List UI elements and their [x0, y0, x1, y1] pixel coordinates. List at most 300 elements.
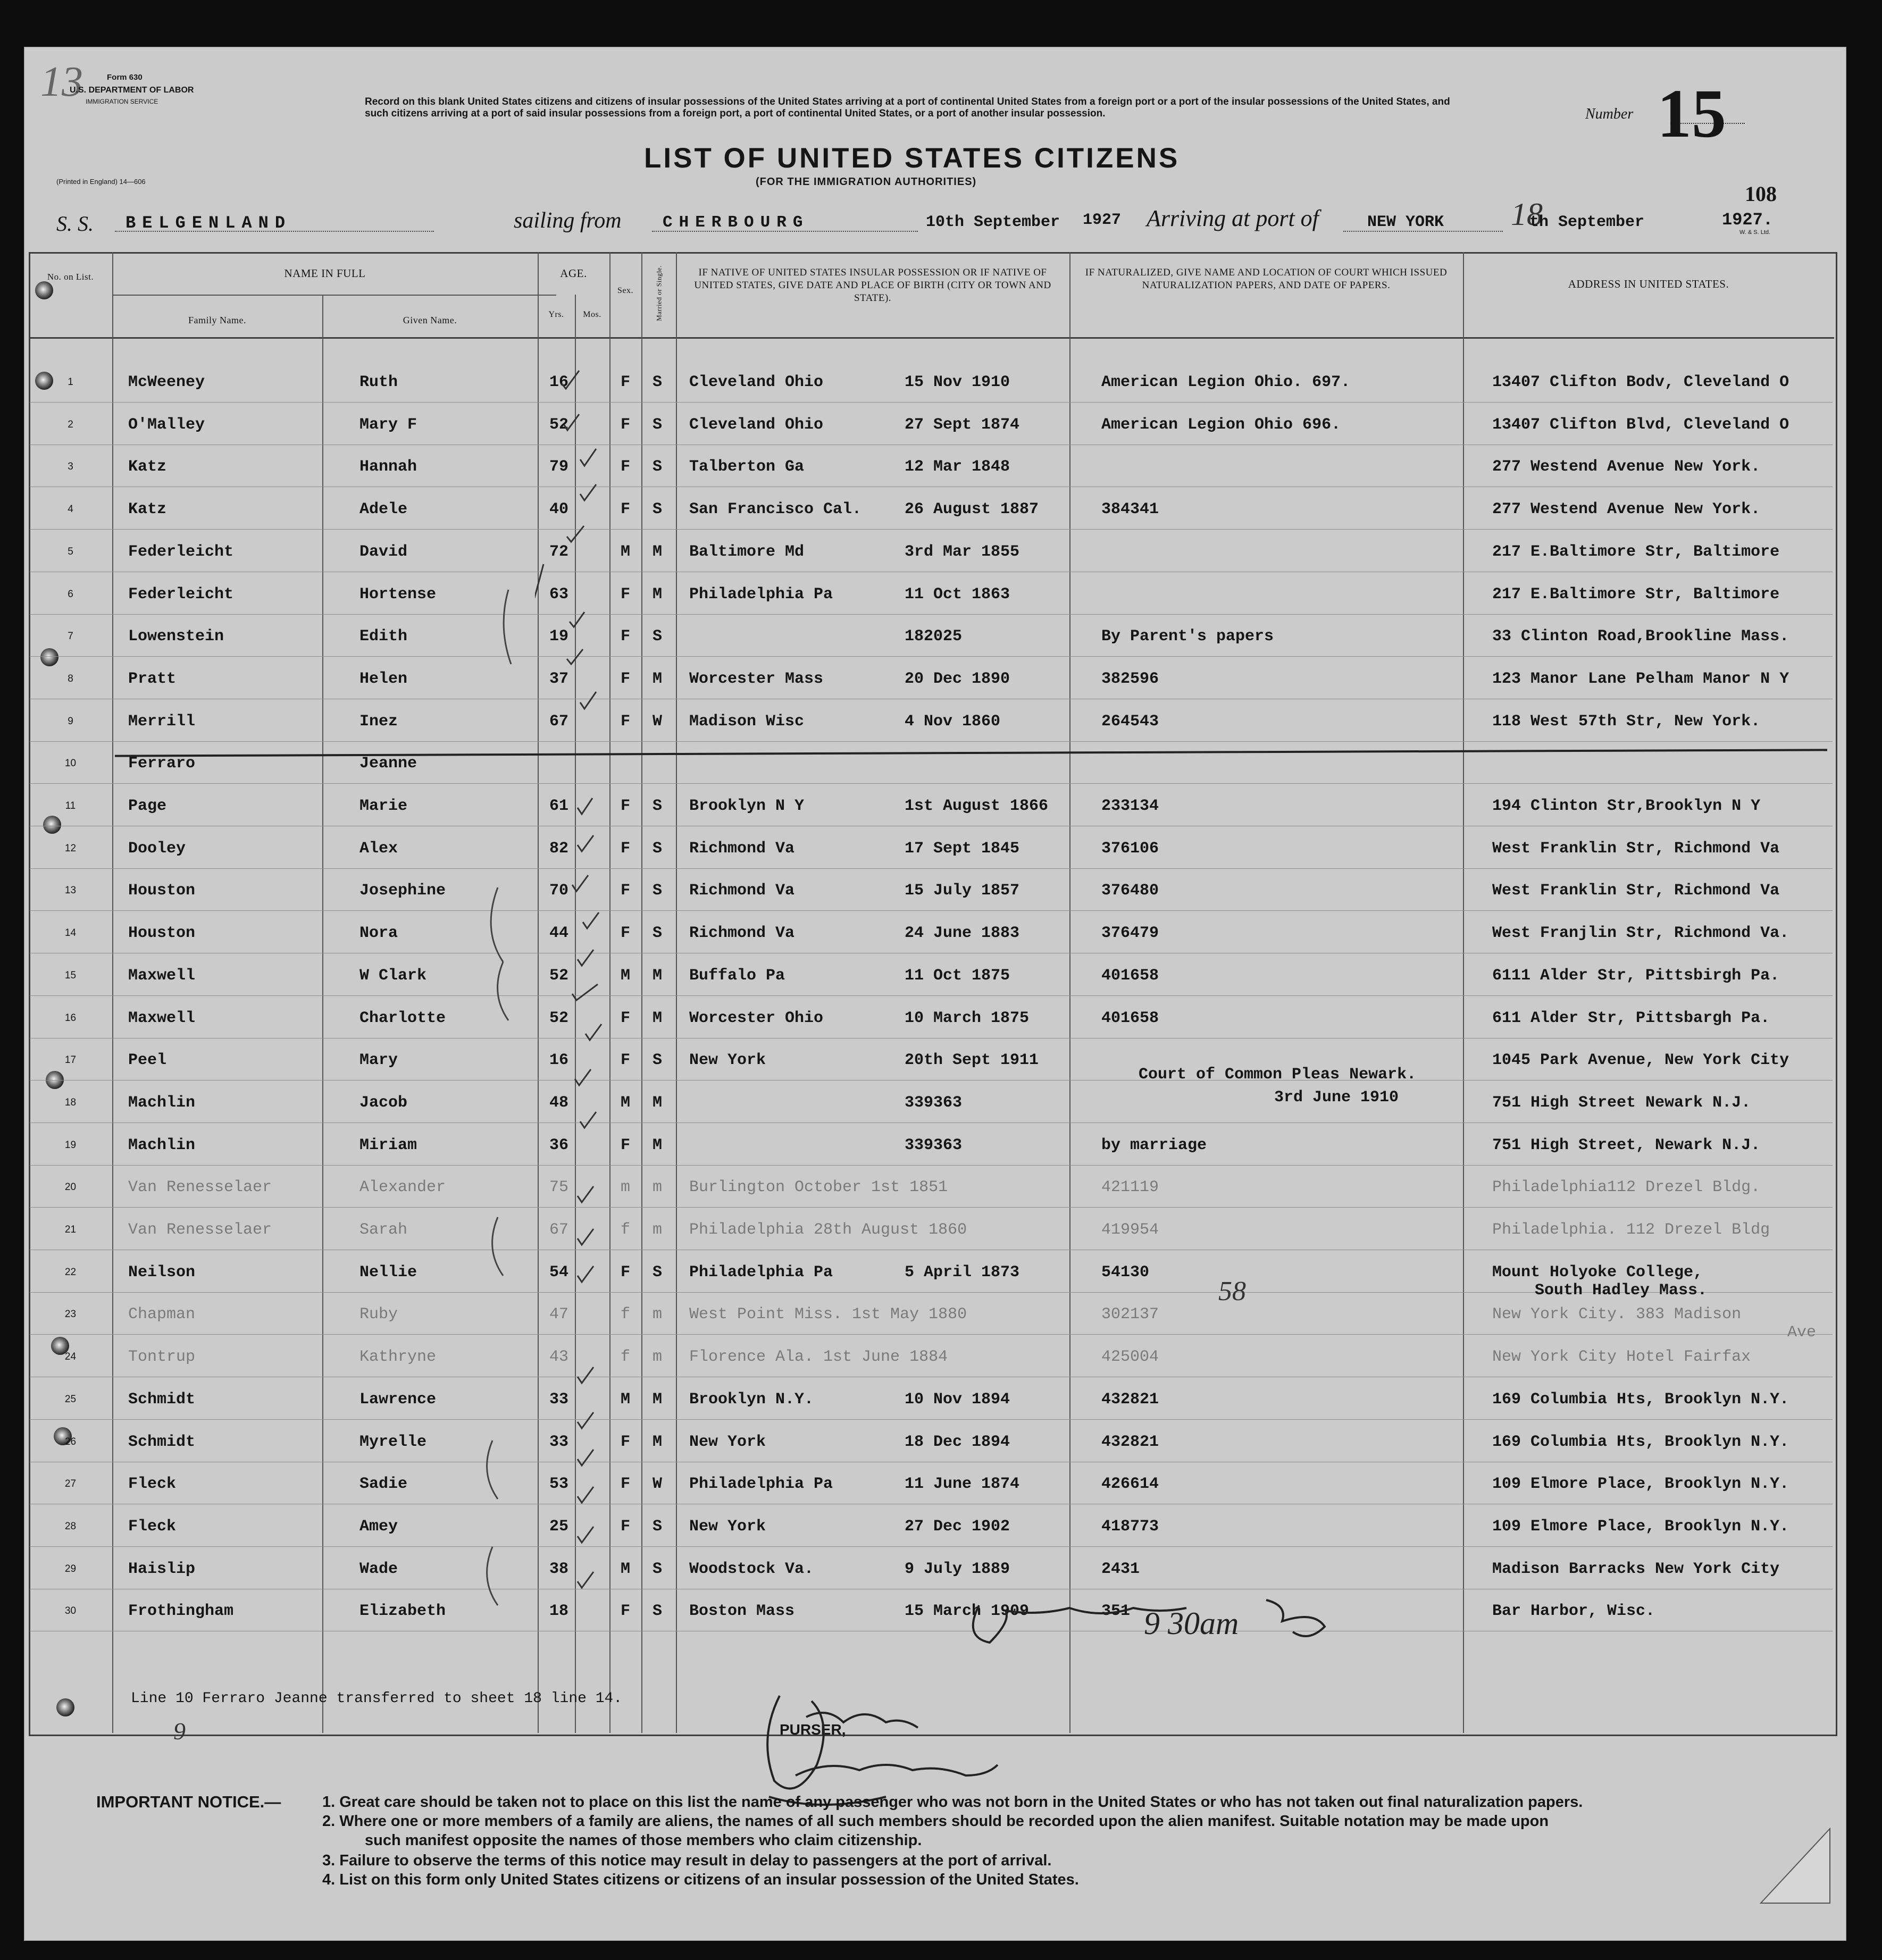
cell-sex: f [620, 1305, 630, 1324]
cell-nat: 419954 [1101, 1221, 1159, 1239]
cell-status: M [652, 1390, 662, 1409]
cell-sex: F [620, 500, 630, 519]
cell-family: Peel [128, 1051, 167, 1070]
arriving-label: Arriving at port of [1147, 205, 1319, 231]
cell-age: 38 [549, 1560, 568, 1578]
cell-family: Ferraro [128, 755, 196, 773]
cell-addr: 123 Manor Lane Pelham Manor N Y [1492, 669, 1789, 688]
cell-addr: 277 Westend Avenue New York. [1492, 458, 1761, 476]
cell-nat: 351 [1101, 1602, 1131, 1621]
instruction-text: Record on this blank United States citizens and citizens of insular possessions of the United States arriving at a port of continental United States from a foreign port or a port of the insular possessions of the United States, and such citizens arriving at a port of said insular possessions from a foreign port, a port of continental United States, or a port of another insular possession. [365, 96, 1450, 119]
cell-age: 72 [549, 542, 568, 561]
cell-status: S [652, 627, 662, 646]
col-header-naturalized: IF NATURALIZED, GIVE NAME AND LOCATION OF COURT WHICH ISSUED NATURALIZATION PAPERS, AND DATE OF PAPERS. [1085, 267, 1448, 291]
cell-no: 9 [68, 715, 73, 727]
cell-nat: 233134 [1101, 797, 1159, 815]
cell-given: Ruby [359, 1305, 398, 1324]
cell-age: 25 [549, 1517, 568, 1536]
col-rule [676, 252, 677, 1733]
cell-given: Alexander [359, 1178, 446, 1197]
cell-addr: 13407 Clifton Blvd, Cleveland O [1492, 415, 1789, 434]
cell-status: S [652, 458, 662, 476]
cell-date: 18 Dec 1894 [905, 1433, 1010, 1451]
row-rule [30, 1546, 1833, 1547]
cell-status: S [652, 415, 662, 434]
from-port: CHERBOURG [663, 213, 809, 232]
cell-addr: 169 Columbia Hts, Brooklyn N.Y. [1492, 1390, 1789, 1409]
cell-place: Boston Mass [689, 1602, 795, 1621]
notice-item-4: 4. List on this form only United States citizens or citizens of an insular possession of the United States. [322, 1871, 1079, 1888]
cell-sex: F [620, 1051, 630, 1070]
cell-status: S [652, 1051, 662, 1070]
cell-date: 10 Nov 1894 [905, 1390, 1010, 1409]
cell-nat: 401658 [1101, 1009, 1159, 1027]
cell-addr: Madison Barracks New York City [1492, 1560, 1780, 1578]
cell-given: Kathryne [359, 1348, 437, 1367]
cell-given: Miriam [359, 1136, 417, 1154]
cell-addr: 194 Clinton Str,Brooklyn N Y [1492, 797, 1761, 815]
cell-addr: West Franklin Str, Richmond Va [1492, 882, 1780, 900]
cell-given: W Clark [359, 966, 427, 985]
cell-family: Machlin [128, 1136, 196, 1154]
cell-no: 6 [68, 588, 73, 600]
cell-place: Richmond Va [689, 839, 795, 858]
check-marks [535, 366, 647, 1706]
cell-date: 15 March 1909 [905, 1602, 1030, 1621]
col-header-native: IF NATIVE OF UNITED STATES INSULAR POSSESSION OR IF NATIVE OF UNITED STATES, GIVE DATE AND PLACE OF BIRTH (CITY OR TOWN AND STATE). [694, 267, 1051, 304]
cell-date: 27 Sept 1874 [905, 415, 1020, 434]
cell-addr: New York City Hotel Fairfax [1492, 1348, 1751, 1367]
cell-age: 53 [549, 1475, 568, 1494]
cell-family: Tontrup [128, 1348, 196, 1367]
cell-given: Ruth [359, 373, 398, 391]
cell-place: Brooklyn N Y [689, 797, 805, 815]
row-rule [30, 614, 1833, 615]
form-number: Form 630 [107, 73, 143, 82]
cell-addr: 1045 Park Avenue, New York City [1492, 1051, 1789, 1070]
cell-family: Katz [128, 458, 167, 476]
to-rule [1343, 231, 1503, 232]
cell-given: Myrelle [359, 1433, 427, 1451]
cell-family: Frothingham [128, 1602, 234, 1621]
margin-note-9: 9 [173, 1718, 186, 1745]
cell-status: S [652, 1602, 662, 1621]
cell-addr: 751 High Street, Newark N.J. [1492, 1136, 1761, 1154]
cell-date: 26 August 1887 [905, 500, 1039, 519]
col-header-given: Given Name. [403, 315, 457, 325]
notice-item-2: 2. Where one or more members of a family are aliens, the names of all such members should be recorded upon the alien manifest. Suitable notation may be made upon [322, 1813, 1549, 1830]
cell-place: Baltimore Md [689, 542, 805, 561]
cell-nat: 54130 [1101, 1263, 1150, 1281]
printed-note: (Printed in England) 14—606 [56, 178, 146, 186]
cell-sex: F [620, 1136, 630, 1154]
cell-sex: M [620, 1390, 630, 1409]
cell-family: Pratt [128, 669, 177, 688]
cell-family: Van Renesselaer [128, 1221, 272, 1239]
cell-no: 11 [65, 800, 76, 811]
cell-place: Florence Ala. 1st June 1884 [689, 1348, 948, 1367]
cell-age: 54 [549, 1263, 568, 1281]
col-header-sex: Sex. [617, 286, 633, 295]
row-rule [30, 868, 1833, 869]
cell-given: Charlotte [359, 1009, 446, 1027]
cell-status: m [652, 1178, 662, 1197]
cell-date: 24 June 1883 [905, 924, 1020, 943]
cell-addr: 277 Westend Avenue New York. [1492, 500, 1761, 519]
cell-nat: By Parent's papers [1101, 627, 1274, 646]
cell-status: M [652, 966, 662, 985]
cell-nat: 382596 [1101, 669, 1159, 688]
cell-status: M [652, 1136, 662, 1154]
cell-given: Helen [359, 669, 408, 688]
cell-sex: F [620, 1475, 630, 1494]
col-header-name: NAME IN FULL [284, 267, 366, 280]
notice-item-2-cont: such manifest opposite the names of those members who claim citizenship. [365, 1832, 922, 1849]
cell-family: Neilson [128, 1263, 196, 1281]
cell-place: New York [689, 1433, 766, 1451]
number-label: Number [1585, 106, 1634, 122]
cell-nat: 302137 [1101, 1305, 1159, 1324]
cell-family: Federleicht [128, 542, 234, 561]
cell-sex: F [620, 924, 630, 943]
cell-sex: F [620, 415, 630, 434]
cell-date: 17 Sept 1845 [905, 839, 1020, 858]
cell-nat: 376106 [1101, 839, 1159, 858]
sailing-label: sailing from [514, 208, 622, 233]
cell-sex: m [620, 1178, 630, 1197]
row-rule [30, 529, 1833, 530]
transfer-note: Line 10 Ferraro Jeanne transferred to sheet 18 line 14. [131, 1690, 623, 1707]
ss-label: S. S. [56, 212, 94, 236]
row-rule [30, 910, 1833, 911]
cell-family: Maxwell [128, 966, 196, 985]
cell-family: Fleck [128, 1517, 177, 1536]
cell-nat: 426614 [1101, 1475, 1159, 1494]
cell-family: Schmidt [128, 1433, 196, 1451]
cell-status: S [652, 1263, 662, 1281]
col-header-family: Family Name. [188, 315, 246, 325]
cell-sex: F [620, 669, 630, 688]
cell-age: 37 [549, 669, 568, 688]
cell-date: 20 Dec 1890 [905, 669, 1010, 688]
manifest-sheet [24, 47, 1846, 1941]
cell-given: Amey [359, 1517, 398, 1536]
cell-date: 3rd Mar 1855 [905, 542, 1020, 561]
cell-addr: Bar Harbor, Wisc. [1492, 1602, 1655, 1621]
cell-place: Cleveland Ohio [689, 373, 824, 391]
bracket-marks [471, 579, 524, 1643]
cell-sex: M [620, 1560, 630, 1578]
cell-status: M [652, 669, 662, 688]
cell-no: 26 [64, 1436, 77, 1447]
cell-status: S [652, 1517, 662, 1536]
cell-family: Fleck [128, 1475, 177, 1494]
cell-nat: 421119 [1101, 1178, 1159, 1197]
notice-item-1: 1. Great care should be taken not to place on this list the name of any passenger who was not born in the United States or who has not taken out final naturalization papers. [322, 1794, 1583, 1811]
cell-place: Philadelphia Pa [689, 1263, 833, 1281]
cell-given: Jeanne [359, 755, 417, 773]
cell-no: 30 [64, 1605, 77, 1617]
cell-family: Federleicht [128, 585, 234, 604]
cell-age: 63 [549, 585, 568, 604]
cell-addr-line2: South Hadley Mass. [1535, 1281, 1708, 1300]
cell-addr: 611 Alder Str, Pittsbargh Pa. [1492, 1009, 1770, 1027]
cell-given: Josephine [359, 882, 446, 900]
cell-given: Nellie [359, 1263, 417, 1281]
cell-status: S [652, 924, 662, 943]
cell-given: Hortense [359, 585, 437, 604]
cell-addr: 109 Elmore Place, Brooklyn N.Y. [1492, 1517, 1789, 1536]
cell-age: 47 [549, 1305, 568, 1324]
col-header-no: No. on List. [47, 272, 94, 282]
row-rule [30, 741, 1833, 742]
cell-no: 13 [64, 885, 77, 897]
cell-age: 48 [549, 1093, 568, 1112]
cell-given: Adele [359, 500, 408, 519]
time-note: 9 30am [1144, 1606, 1239, 1641]
row-rule [30, 995, 1833, 996]
cell-addr: 217 E.Baltimore Str, Baltimore [1492, 542, 1780, 561]
row-rule [30, 1334, 1833, 1335]
cell-date: 11 June 1874 [905, 1475, 1020, 1494]
cell-age: 40 [549, 500, 568, 519]
cell-given: Marie [359, 797, 408, 815]
cell-no: 17 [64, 1054, 77, 1066]
cell-no: 25 [64, 1393, 77, 1405]
cell-sex: F [620, 585, 630, 604]
cell-given: Jacob [359, 1093, 408, 1112]
col-header-married: Married or Single. [655, 265, 663, 321]
cell-date: 5 April 1873 [905, 1263, 1020, 1281]
row-rule [30, 402, 1833, 403]
cell-status: M [652, 1009, 662, 1027]
cell-nat: 432821 [1101, 1390, 1159, 1409]
cell-no: 2 [68, 418, 73, 430]
cell-family: Merrill [128, 712, 196, 731]
cell-no: 12 [64, 842, 77, 854]
cell-no: 15 [64, 969, 77, 981]
cell-place: Burlington October 1st 1851 [689, 1178, 948, 1197]
cell-age: 75 [549, 1178, 568, 1197]
cell-date: 10 March 1875 [905, 1009, 1030, 1027]
cell-no: 20 [64, 1182, 77, 1193]
cell-family: Machlin [128, 1093, 196, 1112]
cell-family: Dooley [128, 839, 186, 858]
cell-nat: 376479 [1101, 924, 1159, 943]
cell-date: 182025 [905, 627, 963, 646]
cell-sex: F [620, 1009, 630, 1027]
cell-age: 36 [549, 1136, 568, 1154]
cell-given: Nora [359, 924, 398, 943]
row-rule [30, 656, 1833, 657]
cell-age: 52 [549, 966, 568, 985]
cell-addr: 33 Clinton Road,Brookline Mass. [1492, 627, 1789, 646]
cell-family: Maxwell [128, 1009, 196, 1027]
cell-status: S [652, 839, 662, 858]
printer-mark: W. & S. Ltd. [1739, 229, 1771, 236]
cell-date: 15 July 1857 [905, 882, 1020, 900]
page-curl [1755, 1813, 1835, 1908]
cell-status: S [652, 1560, 662, 1578]
cell-date: 15 Nov 1910 [905, 373, 1010, 391]
notice-item-3: 3. Failure to observe the terms of this notice may result in delay to passengers at the port of arrival. [322, 1852, 1052, 1869]
cell-place: Philadelphia Pa [689, 1475, 833, 1494]
cell-status: W [652, 1475, 662, 1494]
cell-given: David [359, 542, 408, 561]
arrival-year: 1927. [1722, 210, 1774, 230]
sheet-number: 15 [1657, 76, 1726, 152]
row-rule [30, 1207, 1833, 1208]
row-rule [30, 1419, 1833, 1420]
cell-status: M [652, 1093, 662, 1112]
cell-given: Hannah [359, 458, 417, 476]
cell-sex: M [620, 1093, 630, 1112]
cell-no: 14 [64, 927, 77, 939]
cell-age: 16 [549, 373, 568, 391]
cell-sex: f [620, 1221, 630, 1239]
cell-no: 27 [64, 1478, 77, 1490]
cell-family: Houston [128, 924, 196, 943]
cell-no: 5 [68, 546, 73, 557]
department: U.S. DEPARTMENT OF LABOR [70, 86, 194, 95]
cell-sex: F [620, 839, 630, 858]
cell-age: 61 [549, 797, 568, 815]
cell-place: Worcester Ohio [689, 1009, 824, 1027]
corner-mark: 13 [40, 58, 83, 105]
cell-sex: M [620, 542, 630, 561]
cell-age: 67 [549, 1221, 568, 1239]
cell-nat: 418773 [1101, 1517, 1159, 1536]
cell-place: Buffalo Pa [689, 966, 785, 985]
col-header-address: ADDRESS IN UNITED STATES. [1568, 278, 1729, 290]
cell-given: Sarah [359, 1221, 408, 1239]
page-subtitle: (FOR THE IMMIGRATION AUTHORITIES) [756, 176, 977, 188]
cell-no: 1 [68, 376, 73, 388]
cell-status: S [652, 797, 662, 815]
col-header-yrs: Yrs. [548, 310, 564, 319]
cell-family: Page [128, 797, 167, 815]
cell-sex: F [620, 458, 630, 476]
cell-status: m [652, 1305, 662, 1324]
cell-nat: 401658 [1101, 966, 1159, 985]
cell-date: 11 Oct 1875 [905, 966, 1010, 985]
cell-sex: F [620, 373, 630, 391]
cell-addr: 751 High Street Newark N.J. [1492, 1093, 1751, 1112]
cell-age: 52 [549, 415, 568, 434]
page-title: LIST OF UNITED STATES CITIZENS [644, 143, 1180, 174]
service: IMMIGRATION SERVICE [86, 98, 158, 105]
cell-family: Schmidt [128, 1390, 196, 1409]
cell-date: 12 Mar 1848 [905, 458, 1010, 476]
cell-sex: F [620, 882, 630, 900]
row-rule [30, 1165, 1833, 1166]
from-rule [652, 231, 918, 232]
cell-place: Cleveland Ohio [689, 415, 824, 434]
cell-no: 7 [68, 631, 73, 642]
cell-addr: Philadelphia. 112 Drezel Bldg [1492, 1221, 1770, 1239]
cell-place: Richmond Va [689, 882, 795, 900]
cell-nat: 264543 [1101, 712, 1159, 731]
cell-place: Madison Wisc [689, 712, 805, 731]
cell-age: 43 [549, 1348, 568, 1367]
cell-family: Houston [128, 882, 196, 900]
cell-date: 339363 [905, 1136, 963, 1154]
cell-date: 20th Sept 1911 [905, 1051, 1039, 1070]
cell-addr: West Franjlin Str, Richmond Va. [1492, 924, 1789, 943]
cell-nat: American Legion Ohio. 697. [1101, 373, 1351, 391]
cell-addr: Mount Holyoke College, [1492, 1263, 1703, 1281]
cell-addr: Philadelphia112 Drezel Bldg. [1492, 1178, 1761, 1197]
cell-age: 52 [549, 1009, 568, 1027]
cell-sex: F [620, 1602, 630, 1621]
cell-addr: 13407 Clifton Bodv, Cleveland O [1492, 373, 1789, 391]
cell-nat: Court of Common Pleas Newark. [1139, 1065, 1417, 1084]
col-rule [1463, 252, 1464, 1733]
cell-sex: F [620, 627, 630, 646]
cell-nat: 384341 [1101, 500, 1159, 519]
cell-place: Brooklyn N.Y. [689, 1390, 814, 1409]
cell-nat: American Legion Ohio 696. [1101, 415, 1341, 434]
cell-no: 22 [64, 1266, 77, 1278]
cell-no: 21 [64, 1224, 77, 1235]
cell-status: S [652, 373, 662, 391]
page-ref: 108 [1745, 182, 1777, 206]
arrival-day: 18 [1511, 197, 1543, 232]
cell-addr: 118 West 57th Str, New York. [1492, 712, 1761, 731]
cell-family: McWeeney [128, 373, 205, 391]
cell-date: 9 July 1889 [905, 1560, 1010, 1578]
cell-age: 18 [549, 1602, 568, 1621]
cell-nat-date: 3rd June 1910 [1274, 1088, 1399, 1107]
cell-no: 8 [68, 673, 73, 684]
header-bottom-rule [29, 337, 1834, 339]
cell-given: Lawrence [359, 1390, 437, 1409]
cell-nat: 376480 [1101, 882, 1159, 900]
cell-date: 4 Nov 1860 [905, 712, 1001, 731]
cell-age: 33 [549, 1433, 568, 1451]
cell-given: Elizabeth [359, 1602, 446, 1621]
cell-sex: F [620, 797, 630, 815]
cell-family: Van Renesselaer [128, 1178, 272, 1197]
cell-age: 33 [549, 1390, 568, 1409]
cell-nat: 425004 [1101, 1348, 1159, 1367]
cell-given: Sadie [359, 1475, 408, 1494]
cell-family: Haislip [128, 1560, 196, 1578]
inspector-signature [958, 1589, 1383, 1664]
cell-sex: F [620, 1517, 630, 1536]
col-header-mos: Mos. [583, 310, 601, 319]
arrival-month: th September [1529, 213, 1645, 231]
cell-status: S [652, 882, 662, 900]
cell-status: m [652, 1348, 662, 1367]
cell-sex: F [620, 1263, 630, 1281]
cell-family: Chapman [128, 1305, 196, 1324]
cell-date: 27 Dec 1902 [905, 1517, 1010, 1536]
cell-status: W [652, 712, 662, 731]
cell-place: West Point Miss. 1st May 1880 [689, 1305, 967, 1324]
cell-sex: M [620, 966, 630, 985]
col-rule [1069, 252, 1070, 1733]
cell-nat: 2431 [1101, 1560, 1140, 1578]
cell-family: Lowenstein [128, 627, 224, 646]
purser-label: PURSER, [780, 1721, 846, 1738]
col-rule [322, 295, 323, 1733]
cell-addr: 109 Elmore Place, Brooklyn N.Y. [1492, 1475, 1789, 1494]
cell-addr: West Franklin Str, Richmond Va [1492, 839, 1780, 858]
cell-given: Alex [359, 839, 398, 858]
to-port: NEW YORK [1367, 213, 1444, 231]
cell-place: New York [689, 1051, 766, 1070]
